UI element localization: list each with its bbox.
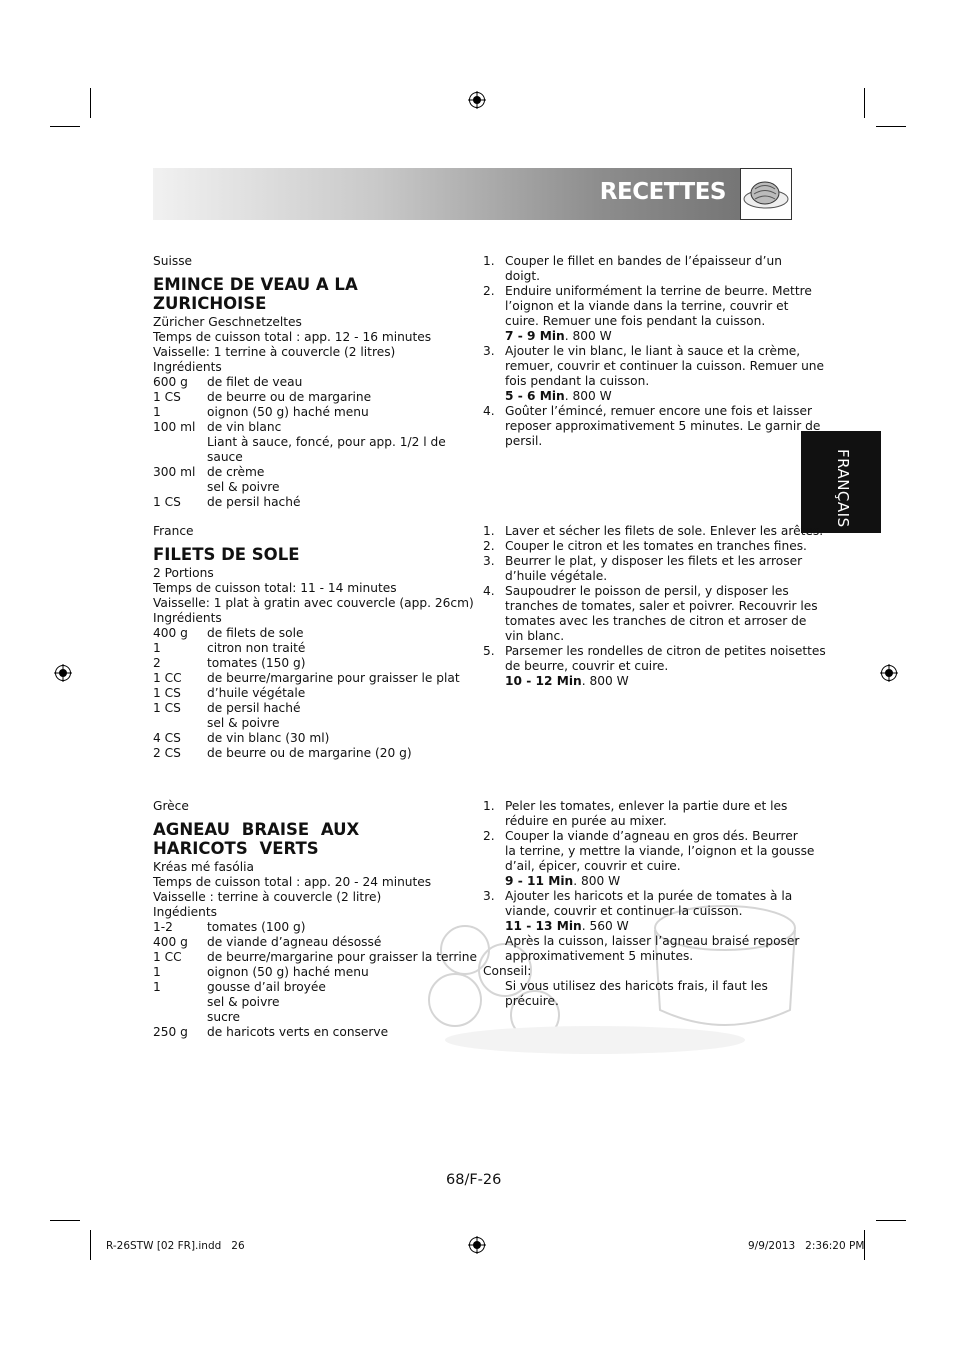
crop-mark xyxy=(90,88,91,118)
ingredient-row: sauce xyxy=(207,450,243,464)
step: 4. Goûter l’émincé, remuer encore une fois et laisser reposer approximativement 5 minutes. Le garnir de persil. xyxy=(483,404,821,448)
roast-meat-icon xyxy=(740,168,792,220)
ingredient-row: 1 oignon (50 g) haché menu xyxy=(153,405,369,419)
ingredient-row: 600 g de filet de veau xyxy=(153,375,303,389)
crop-mark xyxy=(50,1220,80,1221)
date-slug: 9/9/2013 2:36:20 PM xyxy=(748,1240,865,1252)
step: 2. Enduire uniformément la terrine de beurre. Mettre l’oignon et la viande dans la terrine, couvrir et cuire. Remuer une fois pendant la cuisson. 7 - 9 Min. 800 W xyxy=(483,284,812,343)
step: 1. Laver et sécher les filets de sole. Enlever les arêtes. xyxy=(483,524,824,538)
ingredient-row: sel & poivre xyxy=(207,995,280,1009)
recipe-meta: Vaisselle: 1 terrine à couvercle (2 litres) xyxy=(153,345,396,359)
step: 2. Couper la viande d’agneau en gros dés. Beurrer la terrine, y mettre la viande, l’oignon et la gousse d’ail, épicer, couvrir et cuire. 9 - 11 Min. 800 W xyxy=(483,829,815,888)
cooking-time: 7 - 9 Min xyxy=(505,329,565,343)
recipe-title: AGNEAU BRAISE AUX HARICOTS VERTS xyxy=(153,820,360,858)
ingredient-row: 250 g de haricots verts en conserve xyxy=(153,1025,389,1039)
step: 1. Peler les tomates, enlever la partie dure et les réduire en purée au mixer. xyxy=(483,799,788,828)
registration-mark-icon xyxy=(468,1236,486,1254)
ingredient-row: sel & poivre xyxy=(207,716,280,730)
recipe-meta: Ingrédients xyxy=(153,611,222,625)
registration-mark-icon xyxy=(54,664,72,682)
step: 3. Beurrer le plat, y disposer les filets et les arroser d’huile végétale. xyxy=(483,554,803,583)
ingredient-row: 1 CS de persil haché xyxy=(153,495,301,509)
cooking-time: 10 - 12 Min xyxy=(505,674,582,688)
ingredient-row: 1 gousse d’ail broyée xyxy=(153,980,326,994)
recipe-1-steps xyxy=(483,254,825,449)
ingredient-row: 1 CS de beurre ou de margarine xyxy=(153,390,372,404)
ingredient-row: sel & poivre xyxy=(207,480,280,494)
page-number: 68/F-26 xyxy=(446,1172,502,1188)
recipe-meta: Temps de cuisson total : app. 20 - 24 minutes xyxy=(153,875,432,889)
ingredient-row: 400 g de viande d’agneau désossé xyxy=(153,935,382,949)
step: 5. Parsemer les rondelles de citron de petites noisettes de beurre, couvrir et cuire. 10 - 12 Min. 800 W xyxy=(483,644,826,688)
recipe-meta: Temps de cuisson total: 11 - 14 minutes xyxy=(153,581,397,595)
step: 3. Ajouter les haricots et la purée de tomates à la viande, couvrir et continuer la cuisson. 11 - 13 Min. 560 W Après la cuisson, laisser l’agneau braisé reposer approximativement 5 minutes. xyxy=(483,889,800,963)
cooking-time: 9 - 11 Min xyxy=(505,874,574,888)
ingredient-row: 1 citron non traité xyxy=(153,641,306,655)
ingredient-row: 1 CS de persil haché xyxy=(153,701,301,715)
ingredient-row: 2 tomates (150 g) xyxy=(153,656,306,670)
ingredient-row: Liant à sauce, foncé, pour app. 1/2 l de xyxy=(207,435,446,449)
recipe-1-details xyxy=(153,254,465,510)
ingredient-row: 1-2 tomates (100 g) xyxy=(153,920,306,934)
cooking-time: 5 - 6 Min xyxy=(505,389,565,403)
recipe-meta: Vaisselle : terrine à couvercle (2 litre) xyxy=(153,890,382,904)
step: 1. Couper le fillet en bandes de l’épaisseur d’un doigt. xyxy=(483,254,782,283)
header-banner xyxy=(153,168,792,220)
recipe-country: Suisse xyxy=(153,254,193,268)
recipe-meta: Temps de cuisson total : app. 12 - 16 minutes xyxy=(153,330,432,344)
recipe-title: EMINCE DE VEAU A LA ZURICHOISE xyxy=(153,275,358,313)
recipe-country: Grèce xyxy=(153,799,189,813)
ingredient-row: 400 g de filets de sole xyxy=(153,626,304,640)
ingredient-row: 1 CC de beurre/margarine pour graisser le plat xyxy=(153,671,460,685)
recipe-meta: Ingrédients xyxy=(153,360,222,374)
recipe-2-details xyxy=(153,524,474,761)
ingredient-row: 300 ml de crème xyxy=(153,465,265,479)
recipe-meta: Züricher Geschnetzeltes xyxy=(153,315,302,329)
ingredient-row: sucre xyxy=(207,1010,241,1024)
crop-mark xyxy=(876,126,906,127)
recipe-2-steps xyxy=(483,524,826,689)
advice-text: Si vous utilisez des haricots frais, il faut les xyxy=(505,979,768,993)
crop-mark xyxy=(876,1220,906,1221)
recipe-title: FILETS DE SOLE xyxy=(153,545,300,564)
advice-text: précuire. xyxy=(505,994,559,1008)
recipe-meta: Ingédients xyxy=(153,905,218,919)
step: 4. Saupoudrer le poisson de persil, y disposer les tranches de tomates, saler et poivrer. Recouvrir les tomates avec les tranches de citron et arroser de vin blanc. xyxy=(483,584,818,643)
recipe-meta: Kréas mé fasólia xyxy=(153,860,254,874)
crop-mark xyxy=(50,126,80,127)
file-slug: R-26STW [02 FR].indd 26 xyxy=(106,1240,245,1252)
crop-mark xyxy=(864,88,865,118)
ingredient-row: 1 oignon (50 g) haché menu xyxy=(153,965,369,979)
recipe-3-steps xyxy=(483,799,815,1009)
advice-label: Conseil: xyxy=(483,964,532,978)
recipe-3-details xyxy=(153,799,477,1040)
ingredient-row: 1 CS d’huile végétale xyxy=(153,686,306,700)
ingredient-row: 100 ml de vin blanc xyxy=(153,420,282,434)
ingredient-row: 4 CS de vin blanc (30 ml) xyxy=(153,731,330,745)
step: 3. Ajouter le vin blanc, le liant à sauce et la crème, remuer, couvrir et continuer la cuisson. Remuer une fois pendant la cuisson. 5 - 6 Min. 800 W xyxy=(483,344,825,403)
recipe-country: France xyxy=(153,524,194,538)
recipe-meta: 2 Portions xyxy=(153,566,214,580)
registration-mark-icon xyxy=(468,91,486,109)
cooking-time: 11 - 13 Min xyxy=(505,919,582,933)
ingredient-row: 1 CC de beurre/margarine pour graisser la terrine xyxy=(153,950,477,964)
step: 2. Couper le citron et les tomates en tranches fines. xyxy=(483,539,807,553)
registration-mark-icon xyxy=(880,664,898,682)
page-title: RECETTES xyxy=(599,179,726,205)
language-label: FRANÇAIS xyxy=(834,449,852,528)
recipe-meta: Vaisselle: 1 plat à gratin avec couvercle (app. 26cm) xyxy=(153,596,474,610)
crop-mark xyxy=(90,1230,91,1260)
ingredient-row: 2 CS de beurre ou de margarine (20 g) xyxy=(153,746,412,760)
